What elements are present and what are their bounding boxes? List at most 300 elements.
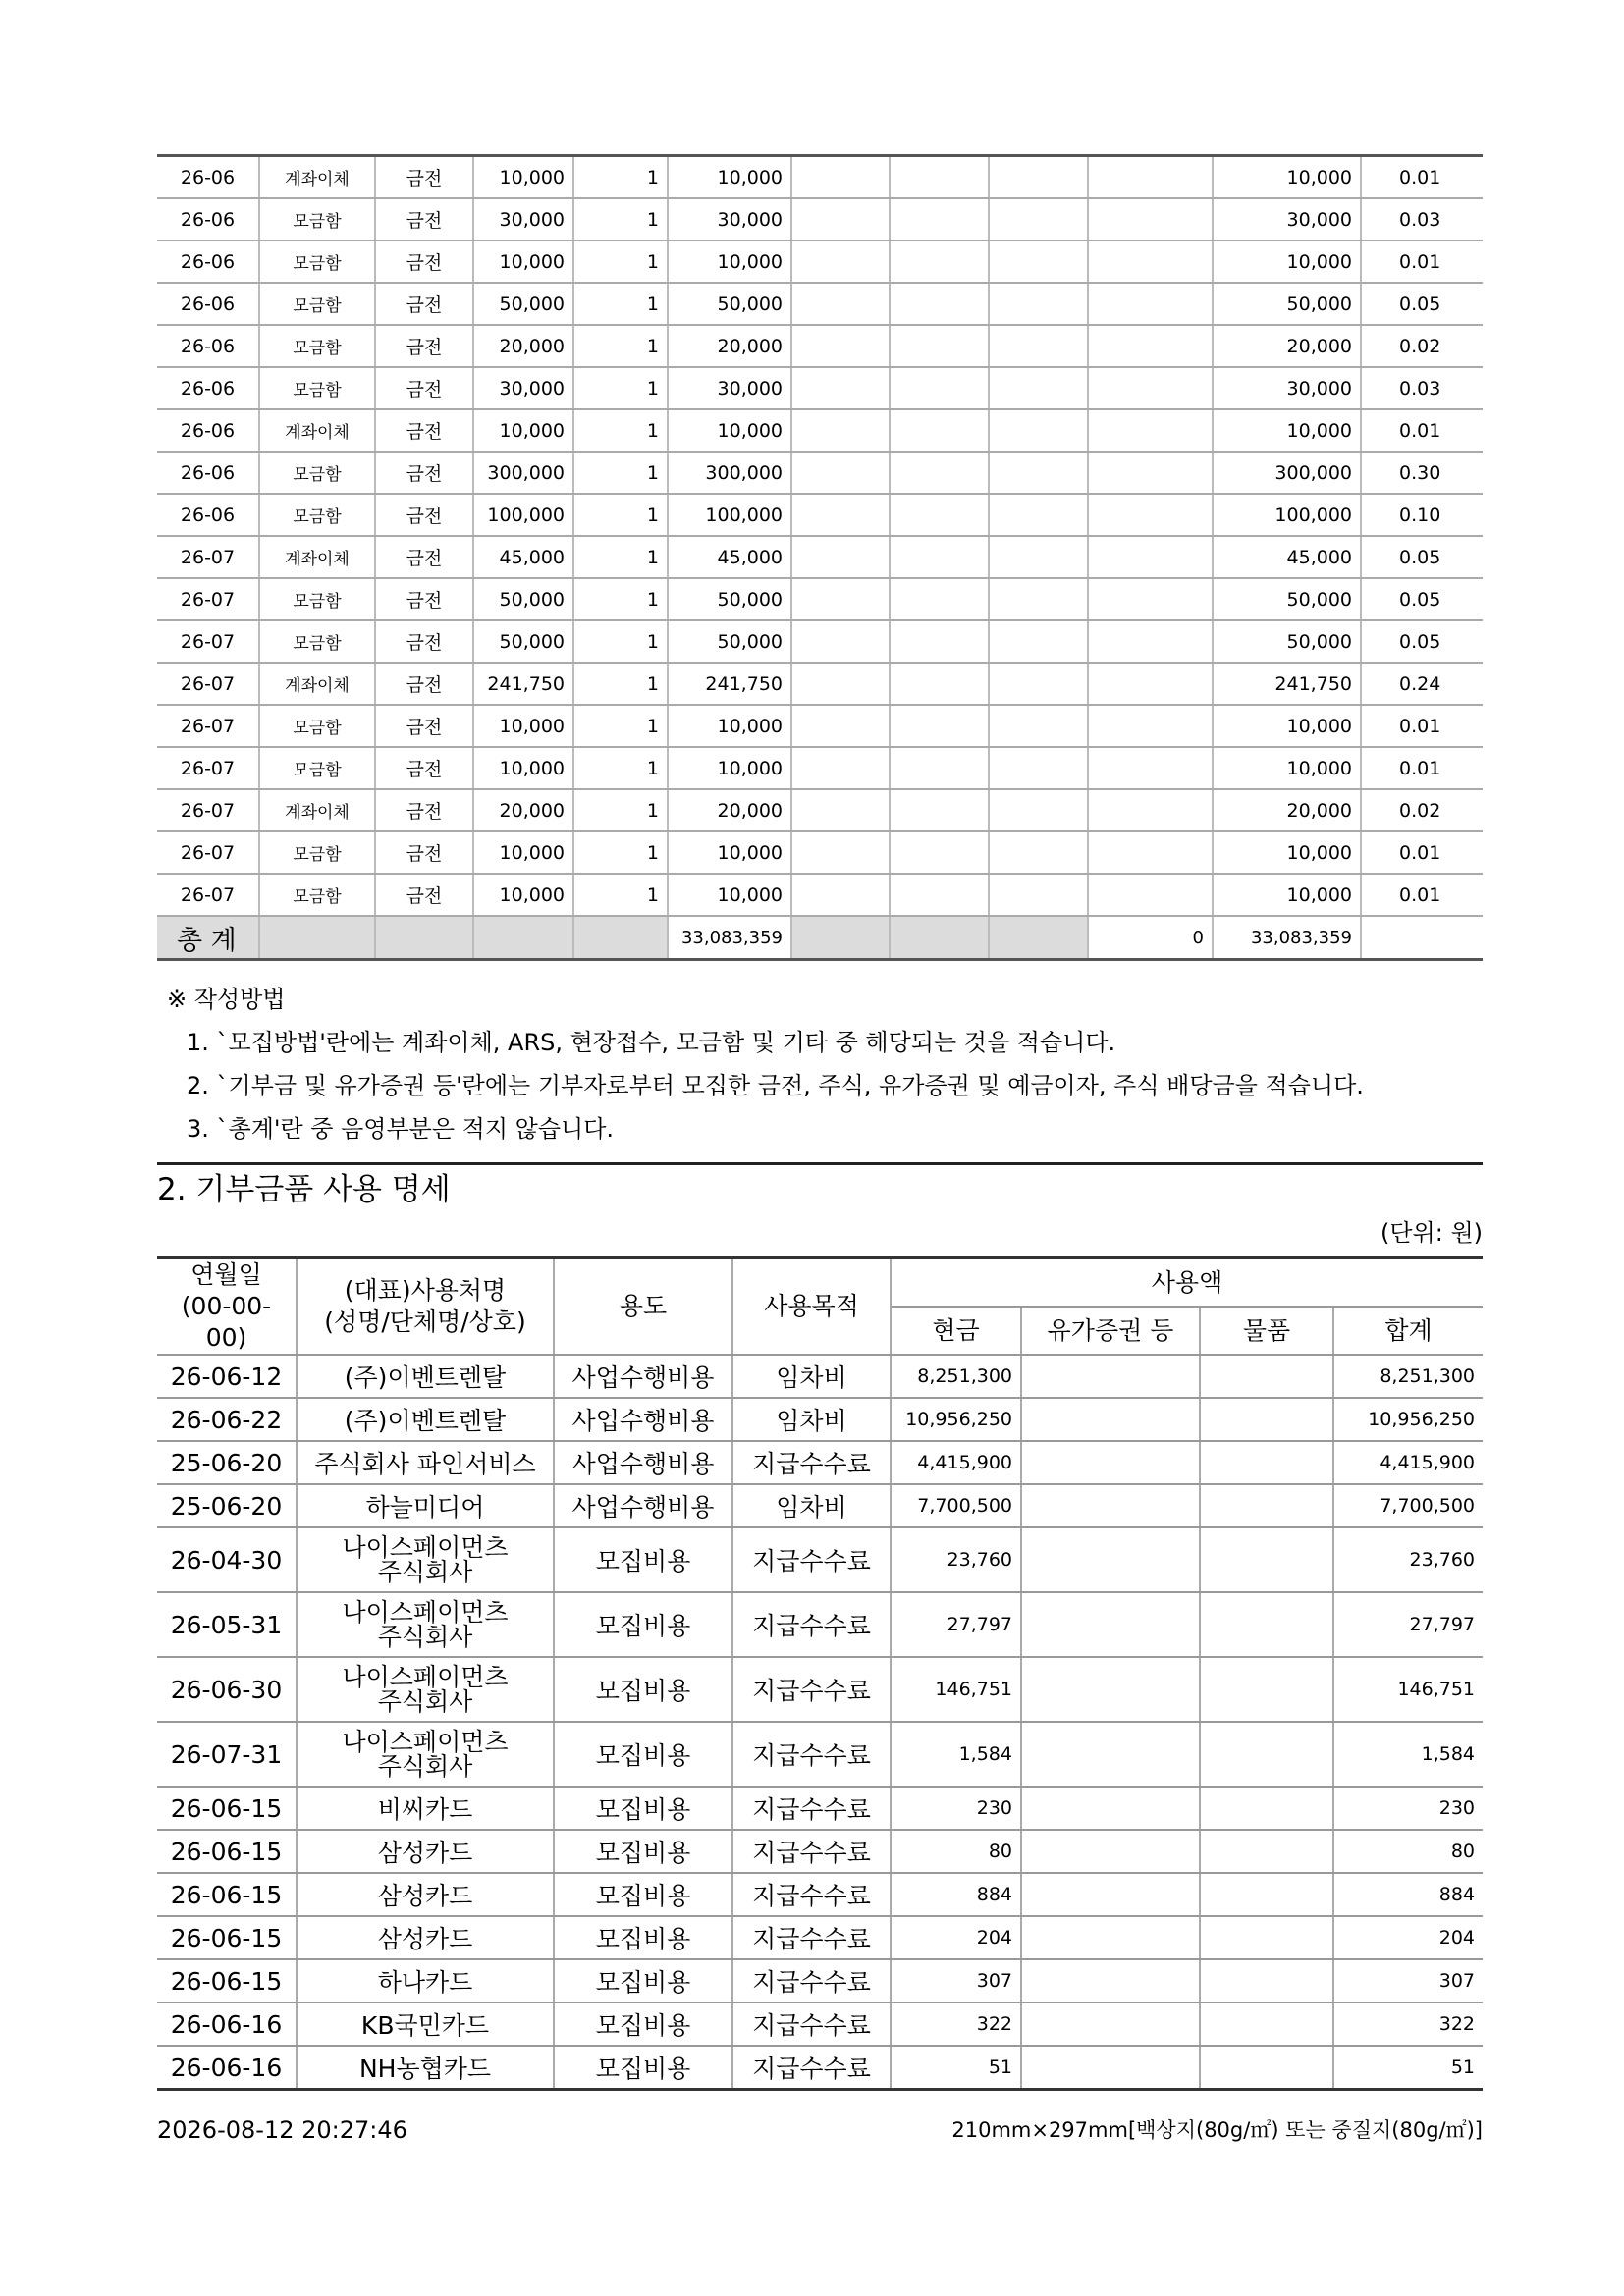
quantity-cell: 1 xyxy=(573,367,668,409)
goods-cell xyxy=(1200,1398,1333,1441)
payee-name: 나이스페이먼츠 주식회사 xyxy=(342,1533,509,1586)
unit-amount-cell: 241,750 xyxy=(473,663,573,705)
usage-row xyxy=(157,2002,1483,2046)
purpose-cell: 임차비 xyxy=(732,1484,891,1527)
ratio-cell: 0.01 xyxy=(1361,156,1483,199)
ratio-cell: 0.05 xyxy=(1361,620,1483,663)
goods-cell xyxy=(1200,1959,1333,2002)
date-cell: 26-07 xyxy=(157,663,259,705)
empty-cell xyxy=(791,705,890,747)
empty-cell xyxy=(989,747,1088,789)
method-cell: 모금함 xyxy=(259,240,375,283)
type-cell: 금전 xyxy=(375,409,473,452)
usage-date-cell: 26-06-15 xyxy=(157,1916,297,1959)
use-cell: 모집비용 xyxy=(554,1592,732,1657)
empty-cell xyxy=(890,409,989,452)
usage-date-cell: 26-06-22 xyxy=(157,1398,297,1441)
empty-cell xyxy=(1088,663,1213,705)
total-cell: 50,000 xyxy=(1213,578,1361,620)
empty-cell xyxy=(890,367,989,409)
goods-cell xyxy=(1200,1830,1333,1873)
total-cell: 241,750 xyxy=(1213,663,1361,705)
collection-row xyxy=(157,198,1483,240)
shaded-cell xyxy=(473,916,573,960)
method-cell: 계좌이체 xyxy=(259,663,375,705)
empty-cell xyxy=(791,452,890,494)
quantity-cell: 1 xyxy=(573,705,668,747)
amount-cell: 30,000 xyxy=(668,367,791,409)
total-cell: 10,000 xyxy=(1213,240,1361,283)
amount-cell: 50,000 xyxy=(668,620,791,663)
collection-row xyxy=(157,789,1483,831)
donation-usage-table xyxy=(157,1256,1483,2091)
payee-cell: 삼성카드 xyxy=(297,1916,554,1959)
amount-cell: 10,000 xyxy=(668,156,791,199)
empty-cell xyxy=(1088,536,1213,578)
date-cell: 26-07 xyxy=(157,536,259,578)
empty-cell xyxy=(890,578,989,620)
empty-cell xyxy=(989,620,1088,663)
purpose-cell: 지급수수료 xyxy=(732,1916,891,1959)
securities-cell xyxy=(1021,1722,1200,1787)
total-cell: 100,000 xyxy=(1213,494,1361,536)
empty-cell xyxy=(791,578,890,620)
unit-amount-cell: 20,000 xyxy=(473,789,573,831)
header-amount-group: 사용액 xyxy=(891,1258,1483,1308)
ratio-cell: 0.03 xyxy=(1361,367,1483,409)
total-cell: 10,000 xyxy=(1213,156,1361,199)
ratio-cell: 0.01 xyxy=(1361,705,1483,747)
cash-cell: 23,760 xyxy=(891,1527,1021,1592)
payee-cell xyxy=(297,1722,554,1787)
type-cell: 금전 xyxy=(375,325,473,367)
quantity-cell: 1 xyxy=(573,874,668,916)
usage-date-cell: 26-05-31 xyxy=(157,1592,297,1657)
purpose-cell: 지급수수료 xyxy=(732,1959,891,2002)
unit-amount-cell: 10,000 xyxy=(473,831,573,874)
total-cell: 10,000 xyxy=(1213,705,1361,747)
usage-row xyxy=(157,1527,1483,1592)
securities-cell xyxy=(1021,1830,1200,1873)
header-cash: 현금 xyxy=(891,1307,1021,1355)
empty-cell xyxy=(890,494,989,536)
shaded-cell xyxy=(989,916,1088,960)
securities-cell xyxy=(1021,1484,1200,1527)
empty-cell xyxy=(989,494,1088,536)
total-cell: 50,000 xyxy=(1213,283,1361,325)
empty-cell xyxy=(989,198,1088,240)
amount-cell: 10,000 xyxy=(668,705,791,747)
method-cell: 모금함 xyxy=(259,494,375,536)
total-cell: 10,000 xyxy=(1213,747,1361,789)
payee-name: 나이스페이먼츠 주식회사 xyxy=(342,1728,509,1781)
securities-cell xyxy=(1021,1592,1200,1657)
total-cell: 10,000 xyxy=(1213,874,1361,916)
type-cell: 금전 xyxy=(375,494,473,536)
method-cell: 모금함 xyxy=(259,705,375,747)
empty-cell xyxy=(890,620,989,663)
empty-cell xyxy=(989,325,1088,367)
empty-cell xyxy=(791,240,890,283)
goods-cell xyxy=(1200,1441,1333,1484)
sum-cell: 51 xyxy=(1333,2046,1483,2090)
type-cell: 금전 xyxy=(375,578,473,620)
usage-row xyxy=(157,1355,1483,1398)
type-cell: 금전 xyxy=(375,367,473,409)
usage-row xyxy=(157,1441,1483,1484)
ratio-cell: 0.01 xyxy=(1361,874,1483,916)
usage-row xyxy=(157,1592,1483,1657)
use-cell: 모집비용 xyxy=(554,1830,732,1873)
purpose-cell: 지급수수료 xyxy=(732,1657,891,1722)
usage-date-cell: 26-06-12 xyxy=(157,1355,297,1398)
securities-cell xyxy=(1021,1959,1200,2002)
empty-cell xyxy=(989,283,1088,325)
use-cell: 모집비용 xyxy=(554,2002,732,2046)
total-cell: 10,000 xyxy=(1213,409,1361,452)
date-cell: 26-06 xyxy=(157,452,259,494)
sum-cell: 27,797 xyxy=(1333,1592,1483,1657)
unit-amount-cell: 10,000 xyxy=(473,156,573,199)
use-cell: 사업수행비용 xyxy=(554,1484,732,1527)
empty-cell xyxy=(989,156,1088,199)
goods-cell xyxy=(1200,2002,1333,2046)
goods-cell xyxy=(1200,1657,1333,1722)
unit-amount-cell: 50,000 xyxy=(473,578,573,620)
empty-cell xyxy=(1088,452,1213,494)
cash-cell: 4,415,900 xyxy=(891,1441,1021,1484)
amount-cell: 20,000 xyxy=(668,325,791,367)
goods-cell xyxy=(1200,1873,1333,1916)
shaded-cell xyxy=(890,916,989,960)
unit-amount-cell: 30,000 xyxy=(473,367,573,409)
date-cell: 26-07 xyxy=(157,620,259,663)
empty-cell xyxy=(1088,409,1213,452)
empty-cell xyxy=(1088,240,1213,283)
unit-amount-cell: 10,000 xyxy=(473,240,573,283)
empty-cell xyxy=(791,536,890,578)
amount-cell: 241,750 xyxy=(668,663,791,705)
quantity-cell: 1 xyxy=(573,663,668,705)
method-cell: 계좌이체 xyxy=(259,789,375,831)
payee-cell: 주식회사 파인서비스 xyxy=(297,1441,554,1484)
quantity-cell: 1 xyxy=(573,536,668,578)
ratio-cell: 0.05 xyxy=(1361,536,1483,578)
goods-cell xyxy=(1200,1355,1333,1398)
payee-cell xyxy=(297,1527,554,1592)
shaded-cell xyxy=(375,916,473,960)
empty-cell xyxy=(989,578,1088,620)
empty-cell xyxy=(791,831,890,874)
payee-cell: (주)이벤트렌탈 xyxy=(297,1398,554,1441)
method-cell: 모금함 xyxy=(259,874,375,916)
empty-cell xyxy=(1088,198,1213,240)
sum-cell: 10,956,250 xyxy=(1333,1398,1483,1441)
payee-cell: NH농협카드 xyxy=(297,2046,554,2090)
date-cell: 26-06 xyxy=(157,367,259,409)
purpose-cell: 지급수수료 xyxy=(732,2046,891,2090)
quantity-cell: 1 xyxy=(573,831,668,874)
empty-cell xyxy=(791,874,890,916)
empty-cell xyxy=(1088,874,1213,916)
amount-cell: 10,000 xyxy=(668,240,791,283)
goods-cell xyxy=(1200,1916,1333,1959)
empty-cell xyxy=(989,452,1088,494)
use-cell: 모집비용 xyxy=(554,1657,732,1722)
empty-cell xyxy=(1088,494,1213,536)
empty-cell xyxy=(989,705,1088,747)
usage-row xyxy=(157,1787,1483,1830)
usage-row xyxy=(157,1657,1483,1722)
usage-row xyxy=(157,1398,1483,1441)
type-cell: 금전 xyxy=(375,747,473,789)
usage-row xyxy=(157,1959,1483,2002)
securities-cell xyxy=(1021,1873,1200,1916)
method-cell: 모금함 xyxy=(259,578,375,620)
method-cell: 모금함 xyxy=(259,367,375,409)
amount-cell: 300,000 xyxy=(668,452,791,494)
collection-row xyxy=(157,747,1483,789)
empty-cell xyxy=(791,156,890,199)
date-cell: 26-07 xyxy=(157,874,259,916)
cash-cell: 51 xyxy=(891,2046,1021,2090)
ratio-cell: 0.03 xyxy=(1361,198,1483,240)
unit-amount-cell: 10,000 xyxy=(473,747,573,789)
footer-paper-spec: 210mm×297mm[백상지(80g/㎡) 또는 중질지(80g/㎡)] xyxy=(951,2118,1483,2142)
cash-cell: 307 xyxy=(891,1959,1021,2002)
quantity-cell: 1 xyxy=(573,494,668,536)
cash-cell: 80 xyxy=(891,1830,1021,1873)
amount-cell: 50,000 xyxy=(668,578,791,620)
type-cell: 금전 xyxy=(375,663,473,705)
sum-cell: 322 xyxy=(1333,2002,1483,2046)
date-cell: 26-06 xyxy=(157,409,259,452)
header-use: 용도 xyxy=(554,1258,732,1356)
empty-cell xyxy=(791,325,890,367)
amount-cell: 50,000 xyxy=(668,283,791,325)
total-cell: 20,000 xyxy=(1213,789,1361,831)
type-cell: 금전 xyxy=(375,620,473,663)
collection-row xyxy=(157,536,1483,578)
cash-cell: 884 xyxy=(891,1873,1021,1916)
quantity-cell: 1 xyxy=(573,620,668,663)
header-securities: 유가증권 등 xyxy=(1021,1307,1200,1355)
footer-timestamp: 2026-08-12 20:27:46 xyxy=(157,2116,407,2144)
empty-cell xyxy=(791,789,890,831)
note-item: 3. `총계'란 중 음영부분은 적지 않습니다. xyxy=(187,1115,615,1143)
sum-cell: 4,415,900 xyxy=(1333,1441,1483,1484)
securities-cell xyxy=(1021,1441,1200,1484)
empty-cell xyxy=(1088,620,1213,663)
empty-cell xyxy=(1088,156,1213,199)
method-cell: 계좌이체 xyxy=(259,409,375,452)
amount-cell: 10,000 xyxy=(668,747,791,789)
payee-cell xyxy=(297,1657,554,1722)
empty-cell xyxy=(791,663,890,705)
quantity-cell: 1 xyxy=(573,198,668,240)
empty-cell xyxy=(890,283,989,325)
payee-cell: 하늘미디어 xyxy=(297,1484,554,1527)
collection-row xyxy=(157,325,1483,367)
securities-cell xyxy=(1021,2046,1200,2090)
ratio-cell: 0.02 xyxy=(1361,789,1483,831)
cash-cell: 1,584 xyxy=(891,1722,1021,1787)
sum-cell: 7,700,500 xyxy=(1333,1484,1483,1527)
collection-row xyxy=(157,831,1483,874)
collection-row xyxy=(157,367,1483,409)
amount-cell: 10,000 xyxy=(668,409,791,452)
usage-date-cell: 25-06-20 xyxy=(157,1441,297,1484)
header-date: 연월일 (00-00-00) xyxy=(157,1258,297,1356)
empty-cell xyxy=(890,198,989,240)
payee-cell: KB국민카드 xyxy=(297,2002,554,2046)
type-cell: 금전 xyxy=(375,198,473,240)
unit-amount-cell: 20,000 xyxy=(473,325,573,367)
unit-amount-cell: 50,000 xyxy=(473,283,573,325)
quantity-cell: 1 xyxy=(573,156,668,199)
purpose-cell: 지급수수료 xyxy=(732,1441,891,1484)
ratio-cell: 0.05 xyxy=(1361,578,1483,620)
total-zero: 0 xyxy=(1088,916,1213,960)
securities-cell xyxy=(1021,2002,1200,2046)
purpose-cell: 지급수수료 xyxy=(732,2002,891,2046)
payee-cell: 하나카드 xyxy=(297,1959,554,2002)
date-cell: 26-07 xyxy=(157,831,259,874)
collection-row xyxy=(157,494,1483,536)
empty-cell xyxy=(989,874,1088,916)
empty-cell xyxy=(890,747,989,789)
ratio-cell: 0.05 xyxy=(1361,283,1483,325)
empty-cell xyxy=(791,747,890,789)
method-cell: 모금함 xyxy=(259,325,375,367)
payee-cell: (주)이벤트렌탈 xyxy=(297,1355,554,1398)
payee-name: 나이스페이먼츠 주식회사 xyxy=(342,1598,509,1651)
empty-cell xyxy=(989,367,1088,409)
section-title: 2. 기부금품 사용 명세 xyxy=(157,1172,451,1207)
collection-row xyxy=(157,409,1483,452)
method-cell: 모금함 xyxy=(259,452,375,494)
date-cell: 26-07 xyxy=(157,705,259,747)
goods-cell xyxy=(1200,2046,1333,2090)
usage-date-cell: 26-06-15 xyxy=(157,1830,297,1873)
header-goods: 물품 xyxy=(1200,1307,1333,1355)
sum-cell: 1,584 xyxy=(1333,1722,1483,1787)
collection-row xyxy=(157,620,1483,663)
total-row xyxy=(157,916,1483,960)
collection-row xyxy=(157,452,1483,494)
date-cell: 26-06 xyxy=(157,325,259,367)
collection-row xyxy=(157,578,1483,620)
type-cell: 금전 xyxy=(375,831,473,874)
amount-cell: 20,000 xyxy=(668,789,791,831)
empty-cell xyxy=(1088,578,1213,620)
empty-cell xyxy=(989,789,1088,831)
empty-cell xyxy=(890,536,989,578)
usage-date-cell: 26-06-15 xyxy=(157,1959,297,2002)
quantity-cell: 1 xyxy=(573,789,668,831)
date-cell: 26-06 xyxy=(157,198,259,240)
type-cell: 금전 xyxy=(375,283,473,325)
securities-cell xyxy=(1021,1398,1200,1441)
date-cell: 26-07 xyxy=(157,747,259,789)
collection-row xyxy=(157,874,1483,916)
cash-cell: 204 xyxy=(891,1916,1021,1959)
method-cell: 모금함 xyxy=(259,747,375,789)
securities-cell xyxy=(1021,1527,1200,1592)
empty-cell xyxy=(791,620,890,663)
total-grand: 33,083,359 xyxy=(1213,916,1361,960)
unit-amount-cell: 10,000 xyxy=(473,874,573,916)
goods-cell xyxy=(1200,1787,1333,1830)
payee-cell: 비씨카드 xyxy=(297,1787,554,1830)
collection-row xyxy=(157,705,1483,747)
usage-date-cell: 25-06-20 xyxy=(157,1484,297,1527)
empty-cell xyxy=(989,663,1088,705)
usage-rows xyxy=(157,1355,1483,2090)
note-item: 1. `모집방법'란에는 계좌이체, ARS, 현장접수, 모금함 및 기타 중 해당되는 것을 적습니다. xyxy=(187,1029,1116,1056)
ratio-cell: 0.01 xyxy=(1361,240,1483,283)
collection-row xyxy=(157,156,1483,199)
empty-cell xyxy=(1088,747,1213,789)
amount-cell: 10,000 xyxy=(668,831,791,874)
collection-row xyxy=(157,663,1483,705)
type-cell: 금전 xyxy=(375,156,473,199)
method-cell: 모금함 xyxy=(259,283,375,325)
usage-row xyxy=(157,1830,1483,1873)
note-item: 2. `기부금 및 유가증권 등'란에는 기부자로부터 모집한 금전, 주식, 유가증권 및 예금이자, 주식 배당금을 적습니다. xyxy=(187,1072,1364,1099)
usage-table-header xyxy=(157,1258,1483,1356)
empty-cell xyxy=(890,874,989,916)
quantity-cell: 1 xyxy=(573,409,668,452)
total-ratio-empty xyxy=(1361,916,1483,960)
ratio-cell: 0.30 xyxy=(1361,452,1483,494)
amount-cell: 10,000 xyxy=(668,874,791,916)
sum-cell: 23,760 xyxy=(1333,1527,1483,1592)
unit-amount-cell: 100,000 xyxy=(473,494,573,536)
type-cell: 금전 xyxy=(375,240,473,283)
usage-date-cell: 26-06-15 xyxy=(157,1787,297,1830)
cash-cell: 322 xyxy=(891,2002,1021,2046)
empty-cell xyxy=(791,409,890,452)
use-cell: 모집비용 xyxy=(554,1916,732,1959)
usage-date-cell: 26-04-30 xyxy=(157,1527,297,1592)
donation-collection-table xyxy=(157,154,1483,961)
use-cell: 모집비용 xyxy=(554,2046,732,2090)
unit-amount-cell: 10,000 xyxy=(473,705,573,747)
total-cell: 30,000 xyxy=(1213,198,1361,240)
total-cell: 10,000 xyxy=(1213,831,1361,874)
collection-row xyxy=(157,240,1483,283)
amount-cell: 30,000 xyxy=(668,198,791,240)
method-cell: 모금함 xyxy=(259,831,375,874)
method-cell: 모금함 xyxy=(259,198,375,240)
sum-cell: 8,251,300 xyxy=(1333,1355,1483,1398)
ratio-cell: 0.24 xyxy=(1361,663,1483,705)
use-cell: 모집비용 xyxy=(554,1873,732,1916)
payee-cell: 삼성카드 xyxy=(297,1873,554,1916)
method-cell: 계좌이체 xyxy=(259,156,375,199)
quantity-cell: 1 xyxy=(573,325,668,367)
collection-row xyxy=(157,283,1483,325)
use-cell: 사업수행비용 xyxy=(554,1441,732,1484)
purpose-cell: 임차비 xyxy=(732,1398,891,1441)
empty-cell xyxy=(1088,831,1213,874)
purpose-cell: 지급수수료 xyxy=(732,1873,891,1916)
usage-row xyxy=(157,1873,1483,1916)
section-divider xyxy=(157,1162,1483,1165)
payee-cell: 삼성카드 xyxy=(297,1830,554,1873)
date-cell: 26-07 xyxy=(157,789,259,831)
